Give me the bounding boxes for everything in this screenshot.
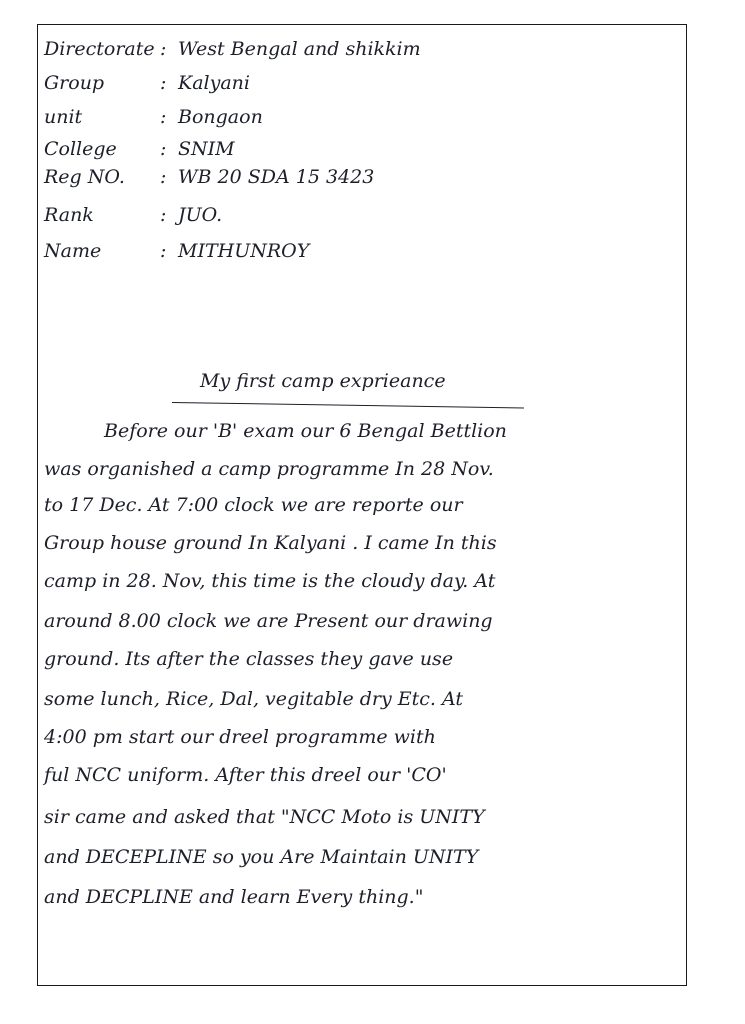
essay-line: camp in 28. Nov, this time is the cloudy day. At [44, 570, 496, 592]
essay-line: 4:00 pm start our dreel programme with [44, 726, 436, 748]
essay-line: around 8.00 clock we are Present our drawing [44, 610, 493, 632]
header-label: College [44, 138, 117, 160]
header-colon: : [160, 240, 167, 262]
header-value: Kalyani [178, 72, 250, 94]
header-label: Directorate [44, 38, 155, 60]
header-colon: : [160, 72, 167, 94]
essay-line: and DECPLINE and learn Every thing." [44, 886, 424, 908]
essay-line: sir came and asked that "NCC Moto is UNITY [44, 806, 485, 828]
essay-line: some lunch, Rice, Dal, vegitable dry Etc. At [44, 688, 464, 710]
header-colon: : [160, 38, 167, 60]
header-label: Reg NO. [44, 166, 125, 188]
header-value: SNIM [178, 138, 235, 160]
header-value: Bongaon [178, 106, 263, 128]
header-label: Name [44, 240, 102, 262]
essay-line: and DECEPLINE so you Are Maintain UNITY [44, 846, 479, 868]
header-label: Group [44, 72, 105, 94]
header-colon: : [160, 204, 167, 226]
header-colon: : [160, 166, 167, 188]
essay-line: to 17 Dec. At 7:00 clock we are reporte our [44, 494, 463, 516]
essay-title: My first camp exprieance [200, 370, 446, 392]
header-colon: : [160, 138, 167, 160]
header-colon: : [160, 106, 167, 128]
essay-line: was organished a camp programme In 28 Nov. [44, 458, 494, 480]
essay-line: Group house ground In Kalyani . I came In this [44, 532, 497, 554]
essay-line: ground. Its after the classes they gave use [44, 648, 454, 670]
header-label: Rank [44, 204, 94, 226]
header-value: JUO. [178, 204, 223, 226]
essay-line: Before our 'B' exam our 6 Bengal Bettlion [104, 420, 507, 442]
header-value: West Bengal and shikkim [178, 38, 421, 60]
header-value: MITHUNROY [178, 240, 310, 262]
header-label: unit [44, 106, 83, 128]
header-value: WB 20 SDA 15 3423 [178, 166, 375, 188]
essay-line: ful NCC uniform. After this dreel our 'CO' [44, 764, 447, 786]
